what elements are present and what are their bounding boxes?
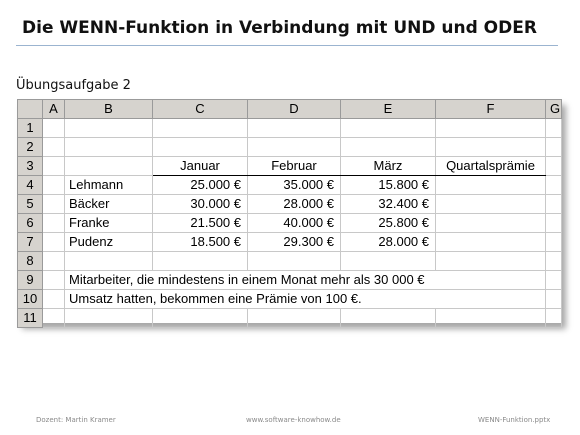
header-cell-february[interactable]: Februar [248,157,341,176]
footer-filename: WENN-Funktion.pptx [478,416,551,424]
title-divider [16,45,558,46]
march-value-cell[interactable]: 25.800 € [341,214,436,233]
cell[interactable] [341,309,436,328]
exercise-subtitle: Übungsaufgabe 2 [16,78,131,93]
cell[interactable] [43,157,65,176]
cell[interactable] [248,138,341,157]
row-header-8[interactable]: 8 [18,252,43,271]
cell[interactable] [436,138,546,157]
row-header-6[interactable]: 6 [18,214,43,233]
row-header-1[interactable]: 1 [18,119,43,138]
cell[interactable] [43,252,65,271]
header-cell-march[interactable]: März [341,157,436,176]
footer-author: Dozent: Martin Kramer [36,416,116,424]
cell[interactable] [546,309,562,328]
cell[interactable] [436,252,546,271]
cell[interactable] [43,138,65,157]
february-value-cell[interactable]: 35.000 € [248,176,341,195]
cell[interactable] [436,309,546,328]
column-header-f[interactable]: F [436,100,546,119]
march-value-cell[interactable]: 28.000 € [341,233,436,252]
cell[interactable] [43,271,65,290]
row-header-7[interactable]: 7 [18,233,43,252]
cell[interactable] [436,119,546,138]
spreadsheet-grid [17,99,562,328]
cell[interactable] [153,119,248,138]
column-header-e[interactable]: E [341,100,436,119]
row-header-10[interactable]: 10 [18,290,43,309]
february-value-cell[interactable]: 40.000 € [248,214,341,233]
cell[interactable] [65,119,153,138]
table-row [18,252,562,271]
column-header-d[interactable]: D [248,100,341,119]
table-row [18,138,562,157]
column-header-c[interactable]: C [153,100,248,119]
february-value-cell[interactable]: 29.300 € [248,233,341,252]
table-row [18,119,562,138]
slide-title: Die WENN-Funktion in Verbindung mit UND und ODER [22,18,537,38]
cell[interactable] [153,138,248,157]
cell[interactable] [43,233,65,252]
cell[interactable] [43,309,65,328]
employee-name-cell[interactable]: Lehmann [65,176,153,195]
table-row [18,157,562,176]
cell[interactable] [546,176,562,195]
cell[interactable] [546,290,562,309]
cell[interactable] [65,252,153,271]
cell[interactable] [546,157,562,176]
cell[interactable] [248,119,341,138]
bonus-cell[interactable] [436,233,546,252]
footer-website: www.software-knowhow.de [246,416,341,424]
cell[interactable] [153,309,248,328]
bonus-cell[interactable] [436,176,546,195]
employee-name-cell[interactable]: Bäcker [65,195,153,214]
table-row [18,290,562,309]
row-header-3[interactable]: 3 [18,157,43,176]
row-header-2[interactable]: 2 [18,138,43,157]
cell[interactable] [43,119,65,138]
cell[interactable] [248,252,341,271]
table-row [18,233,562,252]
table-row [18,271,562,290]
cell[interactable] [153,252,248,271]
row-header-11[interactable]: 11 [18,309,43,328]
row-header-5[interactable]: 5 [18,195,43,214]
table-row [18,309,562,328]
employee-name-cell[interactable]: Franke [65,214,153,233]
table-row [18,214,562,233]
cell[interactable] [546,214,562,233]
cell[interactable] [546,271,562,290]
bonus-cell[interactable] [436,214,546,233]
cell[interactable] [546,119,562,138]
cell[interactable] [546,252,562,271]
january-value-cell[interactable]: 25.000 € [153,176,248,195]
row-header-4[interactable]: 4 [18,176,43,195]
cell[interactable] [43,290,65,309]
column-header-row [18,100,562,119]
bonus-cell[interactable] [436,195,546,214]
cell[interactable] [43,214,65,233]
header-cell-bonus[interactable]: Quartalsprämie [436,157,546,176]
january-value-cell[interactable]: 18.500 € [153,233,248,252]
cell[interactable] [546,195,562,214]
row-header-9[interactable]: 9 [18,271,43,290]
cell[interactable] [65,157,153,176]
column-header-b[interactable]: B [65,100,153,119]
january-value-cell[interactable]: 30.000 € [153,195,248,214]
cell[interactable] [65,138,153,157]
march-value-cell[interactable]: 32.400 € [341,195,436,214]
cell[interactable] [43,195,65,214]
cell[interactable] [341,119,436,138]
table-row [18,176,562,195]
cell[interactable] [341,252,436,271]
march-value-cell[interactable]: 15.800 € [341,176,436,195]
february-value-cell[interactable]: 28.000 € [248,195,341,214]
january-value-cell[interactable]: 21.500 € [153,214,248,233]
column-header-a[interactable]: A [43,100,65,119]
header-cell-january[interactable]: Januar [153,157,248,176]
cell[interactable] [546,138,562,157]
cell[interactable] [43,176,65,195]
task-note-line-2[interactable]: Umsatz hatten, bekommen eine Prämie von 100 €. [65,290,546,309]
select-all-corner[interactable] [18,100,43,119]
cell[interactable] [65,309,153,328]
employee-name-cell[interactable]: Pudenz [65,233,153,252]
cell[interactable] [341,138,436,157]
cell[interactable] [248,309,341,328]
table-row [18,195,562,214]
task-note-line-1[interactable]: Mitarbeiter, die mindestens in einem Monat mehr als 30 000 € [65,271,546,290]
column-header-g[interactable]: G [546,100,562,119]
cell[interactable] [546,233,562,252]
spreadsheet [17,99,561,323]
